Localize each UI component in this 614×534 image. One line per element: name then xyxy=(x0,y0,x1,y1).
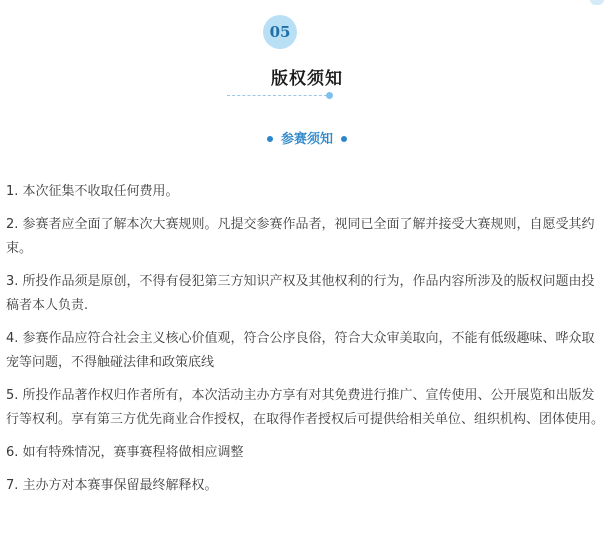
section-title: 版权须知 xyxy=(271,69,343,89)
rule-item: 1. 本次征集不收取任何费用。 xyxy=(6,184,179,199)
rule-item: 7. 主办方对本赛事保留最终解释权。 xyxy=(6,478,218,493)
sub-heading-label: 参赛须知 xyxy=(280,132,333,147)
bullet-dot-icon xyxy=(267,136,273,142)
divider-dot-icon xyxy=(326,92,333,99)
corner-decoration xyxy=(590,0,604,5)
rule-item: 2. 参赛者应全面了解本次大赛规则。凡提交参赛作品者，视同已全面了解并接受大赛规则，自愿受其约束。 xyxy=(6,217,595,256)
rules-list xyxy=(6,180,604,507)
section-number-badge: 05 xyxy=(263,15,297,49)
rule-item: 5. 所投作品著作权归作者所有，本次活动主办方享有对其免费进行推广、宣传使用、公开展览和出版发行等权利。享有第三方优先商业合作授权，在取得作者授权后可提供给相关单位、组织机构、团体使用。 xyxy=(6,388,605,427)
rule-item: 6. 如有特殊情况，赛事赛程将做相应调整 xyxy=(6,445,244,460)
sub-heading xyxy=(0,128,614,147)
rule-item: 3. 所投作品须是原创，不得有侵犯第三方知识产权及其他权利的行为，作品内容所涉及的版权问题由投稿者本人负责. xyxy=(6,274,595,313)
title-divider xyxy=(227,95,327,96)
bullet-dot-icon xyxy=(341,136,347,142)
rule-item: 4. 参赛作品应符合社会主义核心价值观，符合公序良俗，符合大众审美取向，不能有低级趣味、哗众取宠等问题，不得触碰法律和政策底线 xyxy=(6,331,595,370)
